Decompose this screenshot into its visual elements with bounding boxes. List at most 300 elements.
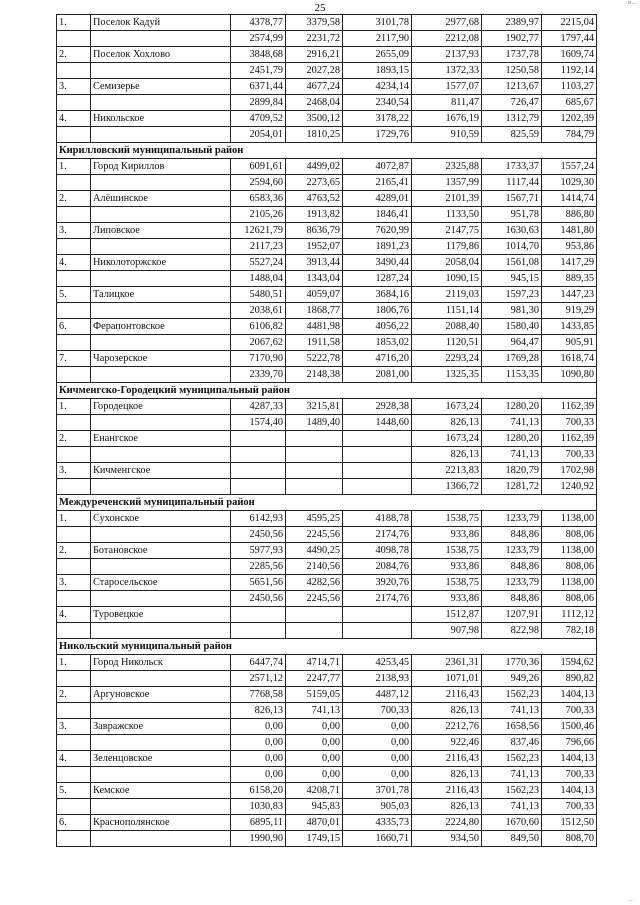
row-number: 5. bbox=[57, 287, 91, 303]
value-cell: 1820,79 bbox=[482, 463, 542, 479]
value-cell: 0,00 bbox=[343, 719, 412, 735]
value-cell: 4208,71 bbox=[286, 783, 343, 799]
settlement-name: Кичменгское bbox=[91, 463, 231, 479]
value-cell: 1562,23 bbox=[482, 783, 542, 799]
value-cell: 1567,71 bbox=[482, 191, 542, 207]
value-cell: 1630,63 bbox=[482, 223, 542, 239]
value-cell: 2325,88 bbox=[412, 159, 482, 175]
row-number: 1. bbox=[57, 15, 91, 31]
table-row bbox=[57, 207, 597, 223]
value-cell: 4253,45 bbox=[343, 655, 412, 671]
value-cell: 849,50 bbox=[482, 831, 542, 847]
value-cell: 7620,99 bbox=[343, 223, 412, 239]
value-cell: 0,00 bbox=[343, 751, 412, 767]
settlement-name: Поселок Хохлово bbox=[91, 47, 231, 63]
table-row bbox=[57, 543, 597, 559]
table-row bbox=[57, 175, 597, 191]
value-cell: 2224,80 bbox=[412, 815, 482, 831]
value-cell: 3379,58 bbox=[286, 15, 343, 31]
corner-mark: п... bbox=[628, 0, 636, 6]
value-cell: 2361,31 bbox=[412, 655, 482, 671]
table-row bbox=[57, 735, 597, 751]
settlement-name: Сухонское bbox=[91, 511, 231, 527]
value-cell: 2928,38 bbox=[343, 399, 412, 415]
row-number: 3. bbox=[57, 719, 91, 735]
value-cell: 1414,74 bbox=[542, 191, 597, 207]
value-cell: 12621,79 bbox=[231, 223, 286, 239]
value-cell: 2081,00 bbox=[343, 367, 412, 383]
value-cell: 1372,33 bbox=[412, 63, 482, 79]
settlement-name bbox=[91, 703, 231, 719]
value-cell: 4098,78 bbox=[343, 543, 412, 559]
value-cell: 700,33 bbox=[542, 703, 597, 719]
value-cell: 2117,23 bbox=[231, 239, 286, 255]
value-cell bbox=[286, 447, 343, 463]
value-cell bbox=[343, 447, 412, 463]
value-cell bbox=[231, 479, 286, 495]
table-row bbox=[57, 687, 597, 703]
row-number bbox=[57, 735, 91, 751]
section-title: Никольский муниципальный район bbox=[57, 639, 597, 655]
table-row bbox=[57, 255, 597, 271]
value-cell: 4677,24 bbox=[286, 79, 343, 95]
value-cell: 1250,58 bbox=[482, 63, 542, 79]
value-cell: 933,86 bbox=[412, 559, 482, 575]
value-cell: 910,59 bbox=[412, 127, 482, 143]
value-cell: 1312,79 bbox=[482, 111, 542, 127]
value-cell: 6895,11 bbox=[231, 815, 286, 831]
value-cell: 4287,33 bbox=[231, 399, 286, 415]
value-cell: 3490,44 bbox=[343, 255, 412, 271]
value-cell: 3848,68 bbox=[231, 47, 286, 63]
table-row bbox=[57, 223, 597, 239]
table-row bbox=[57, 47, 597, 63]
table-row bbox=[57, 783, 597, 799]
row-number: 6. bbox=[57, 815, 91, 831]
row-number: 3. bbox=[57, 575, 91, 591]
value-cell: 0,00 bbox=[343, 735, 412, 751]
value-cell: 1233,79 bbox=[482, 543, 542, 559]
value-cell: 8636,79 bbox=[286, 223, 343, 239]
value-cell: 2067,62 bbox=[231, 335, 286, 351]
value-cell: 919,29 bbox=[542, 303, 597, 319]
value-cell: 2116,43 bbox=[412, 751, 482, 767]
row-number: 2. bbox=[57, 431, 91, 447]
settlement-name: Никольское bbox=[91, 111, 231, 127]
value-cell: 4059,07 bbox=[286, 287, 343, 303]
row-number bbox=[57, 703, 91, 719]
value-cell: 2213,83 bbox=[412, 463, 482, 479]
value-cell: 1673,24 bbox=[412, 431, 482, 447]
value-cell: 1240,92 bbox=[542, 479, 597, 495]
row-number: 2. bbox=[57, 543, 91, 559]
settlement-name: Старосельское bbox=[91, 575, 231, 591]
value-cell: 1512,87 bbox=[412, 607, 482, 623]
settlement-name bbox=[91, 175, 231, 191]
row-number bbox=[57, 271, 91, 287]
value-cell: 1952,07 bbox=[286, 239, 343, 255]
value-cell: 811,47 bbox=[412, 95, 482, 111]
value-cell: 1325,35 bbox=[412, 367, 482, 383]
value-cell: 2212,08 bbox=[412, 31, 482, 47]
row-number: 4. bbox=[57, 751, 91, 767]
value-cell: 1120,51 bbox=[412, 335, 482, 351]
table-row bbox=[57, 767, 597, 783]
value-cell: 1770,36 bbox=[482, 655, 542, 671]
table-row bbox=[57, 191, 597, 207]
value-cell: 1404,13 bbox=[542, 783, 597, 799]
value-cell: 1500,46 bbox=[542, 719, 597, 735]
value-cell: 2116,43 bbox=[412, 783, 482, 799]
table-row bbox=[57, 31, 597, 47]
value-cell: 2148,38 bbox=[286, 367, 343, 383]
value-cell: 945,83 bbox=[286, 799, 343, 815]
value-cell: 4289,01 bbox=[343, 191, 412, 207]
settlement-name bbox=[91, 303, 231, 319]
value-cell: 2340,54 bbox=[343, 95, 412, 111]
value-cell: 1729,76 bbox=[343, 127, 412, 143]
settlement-name: Краснополянское bbox=[91, 815, 231, 831]
row-number: 4. bbox=[57, 111, 91, 127]
settlement-name bbox=[91, 95, 231, 111]
value-cell: 1737,78 bbox=[482, 47, 542, 63]
settlement-name: Кемское bbox=[91, 783, 231, 799]
value-cell: 890,82 bbox=[542, 671, 597, 687]
settlement-name: Талицкое bbox=[91, 287, 231, 303]
value-cell: 826,13 bbox=[231, 703, 286, 719]
value-cell: 796,66 bbox=[542, 735, 597, 751]
value-cell: 5977,93 bbox=[231, 543, 286, 559]
value-cell: 822,98 bbox=[482, 623, 542, 639]
row-number: 1. bbox=[57, 511, 91, 527]
value-cell: 7170,90 bbox=[231, 351, 286, 367]
value-cell: 4188,78 bbox=[343, 511, 412, 527]
value-cell bbox=[286, 463, 343, 479]
value-cell: 826,13 bbox=[412, 415, 482, 431]
value-cell: 1366,72 bbox=[412, 479, 482, 495]
value-cell: 2245,56 bbox=[286, 527, 343, 543]
value-cell: 3215,81 bbox=[286, 399, 343, 415]
value-cell: 2285,56 bbox=[231, 559, 286, 575]
value-cell: 3101,78 bbox=[343, 15, 412, 31]
settlement-name bbox=[91, 831, 231, 847]
row-number bbox=[57, 559, 91, 575]
table-row bbox=[57, 751, 597, 767]
value-cell bbox=[343, 479, 412, 495]
value-cell: 4763,52 bbox=[286, 191, 343, 207]
table-row bbox=[57, 271, 597, 287]
value-cell: 1179,86 bbox=[412, 239, 482, 255]
row-number bbox=[57, 415, 91, 431]
value-cell: 5222,78 bbox=[286, 351, 343, 367]
value-cell: 1853,02 bbox=[343, 335, 412, 351]
value-cell: 2165,41 bbox=[343, 175, 412, 191]
value-cell: 1562,23 bbox=[482, 687, 542, 703]
value-cell: 826,13 bbox=[412, 799, 482, 815]
value-cell: 741,13 bbox=[286, 703, 343, 719]
value-cell: 1202,39 bbox=[542, 111, 597, 127]
section-header-row bbox=[57, 383, 597, 399]
settlement-name bbox=[91, 559, 231, 575]
value-cell: 0,00 bbox=[231, 751, 286, 767]
value-cell: 2468,04 bbox=[286, 95, 343, 111]
value-cell: 3920,76 bbox=[343, 575, 412, 591]
value-cell: 3701,78 bbox=[343, 783, 412, 799]
table-row bbox=[57, 671, 597, 687]
value-cell: 1404,13 bbox=[542, 751, 597, 767]
value-cell: 2571,12 bbox=[231, 671, 286, 687]
settlement-name bbox=[91, 799, 231, 815]
value-cell: 1868,77 bbox=[286, 303, 343, 319]
table-row bbox=[57, 399, 597, 415]
value-cell bbox=[343, 463, 412, 479]
value-cell: 1594,62 bbox=[542, 655, 597, 671]
value-cell: 2054,01 bbox=[231, 127, 286, 143]
value-cell: 886,80 bbox=[542, 207, 597, 223]
value-cell: 4056,22 bbox=[343, 319, 412, 335]
value-cell: 3684,16 bbox=[343, 287, 412, 303]
value-cell: 1433,85 bbox=[542, 319, 597, 335]
value-cell: 1404,13 bbox=[542, 687, 597, 703]
value-cell: 4595,25 bbox=[286, 511, 343, 527]
value-cell: 2058,04 bbox=[412, 255, 482, 271]
value-cell: 1702,98 bbox=[542, 463, 597, 479]
value-cell: 4490,25 bbox=[286, 543, 343, 559]
section-header-row bbox=[57, 639, 597, 655]
value-cell: 2247,77 bbox=[286, 671, 343, 687]
settlement-name bbox=[91, 671, 231, 687]
value-cell: 2140,56 bbox=[286, 559, 343, 575]
value-cell: 1281,72 bbox=[482, 479, 542, 495]
value-cell: 1447,23 bbox=[542, 287, 597, 303]
value-cell: 1448,60 bbox=[343, 415, 412, 431]
settlement-name bbox=[91, 767, 231, 783]
value-cell bbox=[286, 431, 343, 447]
value-cell: 934,50 bbox=[412, 831, 482, 847]
value-cell: 1213,67 bbox=[482, 79, 542, 95]
table-body bbox=[57, 15, 597, 847]
value-cell: 4481,98 bbox=[286, 319, 343, 335]
value-cell: 1797,44 bbox=[542, 31, 597, 47]
table-row bbox=[57, 575, 597, 591]
value-cell: 5480,51 bbox=[231, 287, 286, 303]
value-cell: 837,46 bbox=[482, 735, 542, 751]
value-cell: 1891,23 bbox=[343, 239, 412, 255]
row-number: 5. bbox=[57, 783, 91, 799]
row-number bbox=[57, 831, 91, 847]
value-cell: 741,13 bbox=[482, 703, 542, 719]
value-cell: 4234,14 bbox=[343, 79, 412, 95]
settlement-name: Алёшинское bbox=[91, 191, 231, 207]
table-row bbox=[57, 335, 597, 351]
row-number: 4. bbox=[57, 255, 91, 271]
value-cell: 953,86 bbox=[542, 239, 597, 255]
value-cell: 2594,60 bbox=[231, 175, 286, 191]
settlement-name bbox=[91, 367, 231, 383]
value-cell: 808,70 bbox=[542, 831, 597, 847]
table-row bbox=[57, 95, 597, 111]
value-cell: 2027,28 bbox=[286, 63, 343, 79]
value-cell: 1806,76 bbox=[343, 303, 412, 319]
value-cell: 1287,24 bbox=[343, 271, 412, 287]
row-number: 2. bbox=[57, 191, 91, 207]
value-cell bbox=[286, 623, 343, 639]
value-cell: 1538,75 bbox=[412, 575, 482, 591]
value-cell: 1280,20 bbox=[482, 431, 542, 447]
settlement-name: Поселок Кадуй bbox=[91, 15, 231, 31]
value-cell: 826,13 bbox=[412, 767, 482, 783]
row-number bbox=[57, 671, 91, 687]
value-cell: 825,59 bbox=[482, 127, 542, 143]
value-cell: 1580,40 bbox=[482, 319, 542, 335]
value-cell: 933,86 bbox=[412, 591, 482, 607]
table-row bbox=[57, 431, 597, 447]
settlement-name: Аргуновское bbox=[91, 687, 231, 703]
row-number bbox=[57, 367, 91, 383]
value-cell: 1660,71 bbox=[343, 831, 412, 847]
value-cell: 1512,50 bbox=[542, 815, 597, 831]
value-cell: 1597,23 bbox=[482, 287, 542, 303]
value-cell: 4870,01 bbox=[286, 815, 343, 831]
row-number: 6. bbox=[57, 319, 91, 335]
value-cell: 6142,93 bbox=[231, 511, 286, 527]
value-cell: 1846,41 bbox=[343, 207, 412, 223]
value-cell: 1151,14 bbox=[412, 303, 482, 319]
value-cell: 1911,58 bbox=[286, 335, 343, 351]
row-number bbox=[57, 335, 91, 351]
value-cell: 1233,79 bbox=[482, 575, 542, 591]
value-cell: 784,79 bbox=[542, 127, 597, 143]
settlement-name bbox=[91, 335, 231, 351]
value-cell: 1557,24 bbox=[542, 159, 597, 175]
settlement-name bbox=[91, 591, 231, 607]
value-cell: 2339,70 bbox=[231, 367, 286, 383]
section-header-row bbox=[57, 495, 597, 511]
section-title: Кирилловский муниципальный район bbox=[57, 143, 597, 159]
value-cell: 726,47 bbox=[482, 95, 542, 111]
value-cell: 2212,76 bbox=[412, 719, 482, 735]
value-cell: 1990,90 bbox=[231, 831, 286, 847]
value-cell: 6091,61 bbox=[231, 159, 286, 175]
value-cell: 1162,39 bbox=[542, 399, 597, 415]
value-cell: 2174,76 bbox=[343, 527, 412, 543]
row-number: 3. bbox=[57, 463, 91, 479]
table-row bbox=[57, 319, 597, 335]
value-cell: 2655,09 bbox=[343, 47, 412, 63]
table-row bbox=[57, 831, 597, 847]
value-cell: 1357,99 bbox=[412, 175, 482, 191]
settlement-name bbox=[91, 415, 231, 431]
bottom-mark: .... bbox=[628, 897, 634, 903]
table-row bbox=[57, 239, 597, 255]
value-cell: 2215,04 bbox=[542, 15, 597, 31]
settlement-name bbox=[91, 239, 231, 255]
value-cell: 2105,26 bbox=[231, 207, 286, 223]
settlement-name: Семизерье bbox=[91, 79, 231, 95]
value-cell: 1071,01 bbox=[412, 671, 482, 687]
settlement-name: Зеленцовское bbox=[91, 751, 231, 767]
row-number bbox=[57, 767, 91, 783]
row-number bbox=[57, 479, 91, 495]
value-cell: 2138,93 bbox=[343, 671, 412, 687]
value-cell: 3500,12 bbox=[286, 111, 343, 127]
value-cell: 1562,23 bbox=[482, 751, 542, 767]
value-cell bbox=[231, 463, 286, 479]
value-cell: 2174,76 bbox=[343, 591, 412, 607]
value-cell: 700,33 bbox=[542, 767, 597, 783]
tariff-table bbox=[56, 14, 597, 847]
value-cell: 848,86 bbox=[482, 559, 542, 575]
value-cell: 1769,28 bbox=[482, 351, 542, 367]
value-cell: 2116,43 bbox=[412, 687, 482, 703]
value-cell: 1893,15 bbox=[343, 63, 412, 79]
settlement-name bbox=[91, 527, 231, 543]
row-number bbox=[57, 63, 91, 79]
value-cell: 7768,58 bbox=[231, 687, 286, 703]
value-cell: 4282,56 bbox=[286, 575, 343, 591]
table-row bbox=[57, 303, 597, 319]
section-title: Кичменгско-Городецкий муниципальный район bbox=[57, 383, 597, 399]
value-cell bbox=[286, 479, 343, 495]
value-cell: 2451,79 bbox=[231, 63, 286, 79]
table-row bbox=[57, 159, 597, 175]
row-number: 2. bbox=[57, 687, 91, 703]
value-cell: 922,46 bbox=[412, 735, 482, 751]
settlement-name: Ботановское bbox=[91, 543, 231, 559]
settlement-name bbox=[91, 479, 231, 495]
settlement-name: Город Никольск bbox=[91, 655, 231, 671]
table-row bbox=[57, 351, 597, 367]
value-cell: 782,18 bbox=[542, 623, 597, 639]
value-cell: 1192,14 bbox=[542, 63, 597, 79]
value-cell: 905,91 bbox=[542, 335, 597, 351]
value-cell: 0,00 bbox=[231, 735, 286, 751]
value-cell: 1090,80 bbox=[542, 367, 597, 383]
value-cell: 2916,21 bbox=[286, 47, 343, 63]
settlement-name: Завражское bbox=[91, 719, 231, 735]
value-cell: 1481,80 bbox=[542, 223, 597, 239]
value-cell: 2273,65 bbox=[286, 175, 343, 191]
table-row bbox=[57, 111, 597, 127]
row-number: 2. bbox=[57, 47, 91, 63]
value-cell: 2137,93 bbox=[412, 47, 482, 63]
value-cell: 1233,79 bbox=[482, 511, 542, 527]
value-cell: 1030,83 bbox=[231, 799, 286, 815]
table-row bbox=[57, 63, 597, 79]
value-cell: 2450,56 bbox=[231, 527, 286, 543]
value-cell: 945,15 bbox=[482, 271, 542, 287]
value-cell: 2084,76 bbox=[343, 559, 412, 575]
value-cell: 0,00 bbox=[286, 767, 343, 783]
value-cell: 0,00 bbox=[286, 751, 343, 767]
row-number bbox=[57, 127, 91, 143]
value-cell: 1138,00 bbox=[542, 511, 597, 527]
value-cell: 1676,19 bbox=[412, 111, 482, 127]
value-cell: 1913,82 bbox=[286, 207, 343, 223]
table-row bbox=[57, 463, 597, 479]
value-cell: 2038,61 bbox=[231, 303, 286, 319]
value-cell: 2245,56 bbox=[286, 591, 343, 607]
value-cell: 951,78 bbox=[482, 207, 542, 223]
value-cell: 1138,00 bbox=[542, 575, 597, 591]
table-row bbox=[57, 79, 597, 95]
section-title: Междуреченский муниципальный район bbox=[57, 495, 597, 511]
table-row bbox=[57, 719, 597, 735]
value-cell: 700,33 bbox=[343, 703, 412, 719]
value-cell: 889,35 bbox=[542, 271, 597, 287]
settlement-name: Город Кириллов bbox=[91, 159, 231, 175]
value-cell: 6106,82 bbox=[231, 319, 286, 335]
